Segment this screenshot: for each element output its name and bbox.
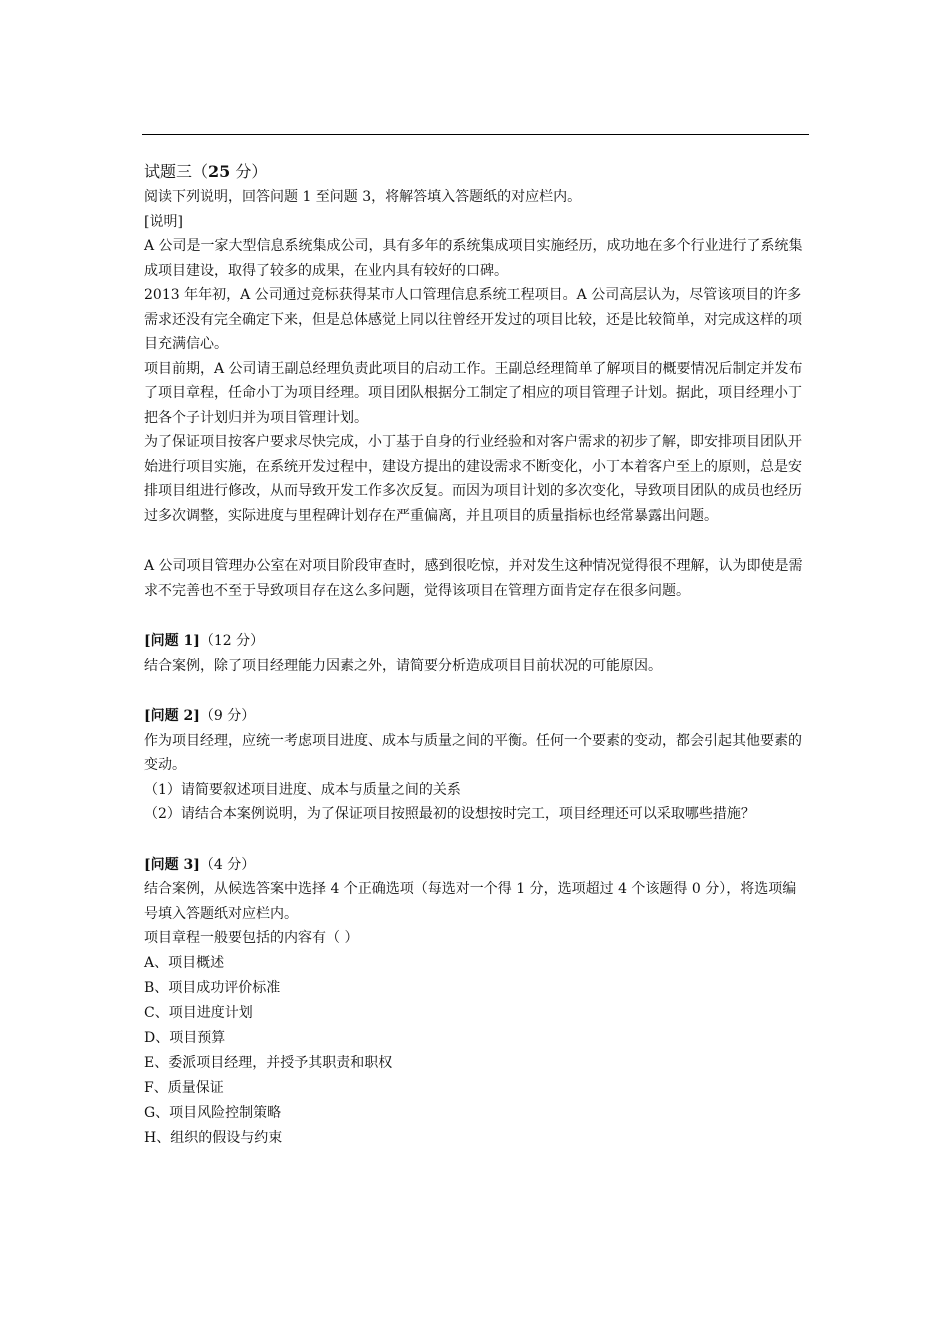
question-2-score: （9 分） [199,708,256,724]
title-suffix: 分） [235,162,268,181]
option-f: F、质量保证 [144,1079,224,1096]
option-b: B、项目成功评价标准 [144,979,281,996]
instruction-text: 阅读下列说明，回答问题 1 至问题 3，将解答填入答题纸的对应栏内。 [144,189,582,205]
title-score: 25 [208,162,231,181]
option-g: G、项目风险控制策略 [144,1104,282,1121]
note-label: [说明] [144,213,183,230]
question-3-score: （4 分） [199,856,256,873]
question-3-text: 结合案例，从候选答案中选择 4 个正确选项（每选对一个得 1 分，选项超过 4 个该题得 0 分），将选项编号填入答题纸对应栏内。 [144,881,797,922]
question-2-sub-2: （2）请结合本案例说明，为了保证项目按照最初的设想按时完工，项目经理还可以采取哪些措施？ [144,806,755,822]
header-rule [142,134,809,135]
paragraph-4: 为了保证项目按客户要求尽快完成，小丁基于自身的行业经验和对客户需求的初步了解，即安排项目团队开始进行项目实施，在系统开发过程中，建设方提出的建设需求不断变化，小丁本着客户至上的原则，总是安排项目组进行修改，从而导致开发工作多次反复。而因为项目计划的多次变化，导致项目团队的成员也经历过多次调整，实际进度与里程碑计划存在严重偏离，并且项目的质量指标也经常暴露出问题。 [144,434,802,524]
exam-content [144,158,808,1151]
exam-title [144,158,808,185]
option-c: C、项目进度计划 [144,1004,253,1021]
paragraph-3: 项目前期，A 公司请王副总经理负责此项目的启动工作。王副总经理简单了解项目的概要情况后制定并发布了项目章程，任命小丁为项目经理。项目团队根据分工制定了相应的项目管理子计划。据此，项目经理小丁把各个子计划归并为项目管理计划。 [144,360,803,426]
question-3-question: 项目章程一般要包括的内容有（ ） [144,930,359,946]
question-1-text: 结合案例，除了项目经理能力因素之外，请简要分析造成项目目前状况的可能原因。 [144,657,662,674]
spacer [144,603,808,629]
option-list [144,951,808,1151]
question-3-label: [问题 3] [144,856,200,873]
option-d: D、项目预算 [144,1029,226,1046]
option-a: A、项目概述 [144,954,225,971]
question-3-heading [144,853,808,878]
spacer [144,827,808,853]
question-2-heading [144,704,808,729]
spacer [144,528,808,554]
title-prefix: 试题三（ [144,162,209,181]
question-1-heading [144,629,808,654]
paragraph-5: A 公司项目管理办公室在对项目阶段审查时，感到很吃惊，并对发生这种情况觉得很不理解，认为即使是需求不完善也不至于导致项目存在这么多问题，觉得该项目在管理方面肯定存在很多问题。 [144,558,803,599]
option-e: E、委派项目经理，并授予其职责和职权 [144,1054,393,1071]
question-2-text: 作为项目经理，应统一考虑项目进度、成本与质量之间的平衡。任何一个要素的变动，都会引起其他要素的变动。 [144,732,802,773]
question-2-label: [问题 2] [144,708,200,724]
question-2-sub-1: （1）请简要叙述项目进度、成本与质量之间的关系 [144,781,461,798]
spacer [144,678,808,704]
question-1-label: [问题 1] [144,633,200,649]
paragraph-1: A 公司是一家大型信息系统集成公司，具有多年的系统集成项目实施经历，成功地在多个行业进行了系统集成项目建设，取得了较多的成果，在业内具有较好的口碑。 [144,238,803,279]
paragraph-2: 2013 年年初，A 公司通过竞标获得某市人口管理信息系统工程项目。A 公司高层认为，尽管该项目的许多需求还没有完全确定下来，但是总体感觉上同以往曾经开发过的项目比较，还是比较简单，对完成这样的项目充满信心。 [144,287,802,352]
option-h: H、组织的假设与约束 [144,1129,283,1146]
question-1-score: （12 分） [199,633,265,649]
